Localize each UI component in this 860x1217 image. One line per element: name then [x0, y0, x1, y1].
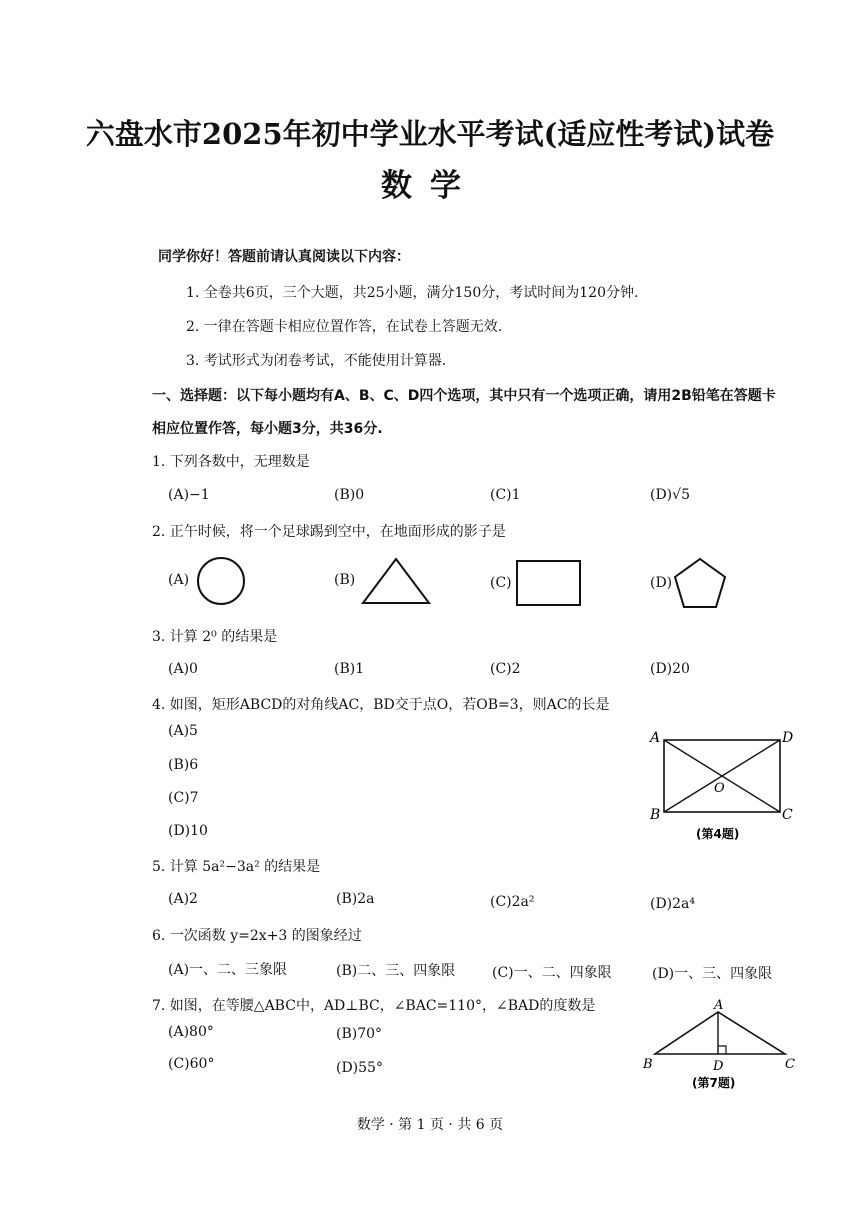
q2-option-c: (C): [490, 575, 512, 591]
greeting: 同学你好！答题前请认真阅读以下内容：: [158, 249, 410, 265]
q1-stem: 1. 下列各数中，无理数是: [152, 454, 310, 470]
q7-label-a: A: [714, 998, 724, 1013]
q4-label-c: C: [782, 807, 793, 823]
q4-option-a: (A)5: [168, 723, 198, 739]
q4-rectangle-figure: [644, 724, 804, 850]
q2-option-a: (A): [168, 572, 190, 588]
q2-option-b: (B): [334, 572, 356, 588]
q1-option-a: (A)−1: [168, 487, 210, 503]
q4-option-d: (D)10: [168, 823, 208, 839]
circle-shape: [196, 555, 246, 607]
q6-option-d: (D)一、三、四象限: [652, 966, 773, 982]
q6-stem: 6. 一次函数 y=2x+3 的图象经过: [152, 928, 362, 944]
q3-option-d: (D)20: [650, 661, 690, 677]
q2-stem: 2. 正午时候，将一个足球踢到空中，在地面形成的影子是: [152, 524, 506, 540]
q4-label-b: B: [650, 807, 661, 823]
page-footer: 数学 · 第 1 页 · 共 6 页: [356, 1117, 504, 1133]
q7-option-b: (B)70°: [336, 1026, 383, 1042]
triangle-shape: [360, 556, 432, 606]
exam-title: 六盘水市2025年初中学业水平考试(适应性考试)试卷: [85, 117, 775, 151]
q7-stem: 7. 如图，在等腰△ABC中，AD⊥BC，∠BAC=110°，∠BAD的度数是: [152, 998, 596, 1014]
q3-option-b: (B)1: [334, 661, 365, 677]
q6-option-c: (C)一、二、四象限: [492, 965, 612, 981]
q4-label-a: A: [650, 730, 661, 746]
subject-title: 数学: [381, 168, 479, 204]
q4-option-b: (B)6: [168, 757, 199, 773]
q4-option-c: (C)7: [168, 790, 199, 806]
q6-option-b: (B)二、三、四象限: [336, 963, 456, 979]
q7-option-d: (D)55°: [336, 1060, 383, 1076]
q1-option-b: (B)0: [334, 487, 365, 503]
instruction-1: 1. 全卷共6页，三个大题，共25小题，满分150分，考试时间为120分钟.: [186, 285, 639, 301]
q5-option-d: (D)2a⁴: [650, 896, 696, 912]
q4-caption: (第4题): [696, 827, 740, 841]
q4-label-d: D: [782, 730, 794, 746]
q3-stem: 3. 计算 2⁰ 的结果是: [152, 629, 278, 645]
q1-option-d: (D)√5: [650, 487, 690, 503]
instruction-3: 3. 考试形式为闭卷考试，不能使用计算器.: [186, 353, 447, 369]
q3-option-c: (C)2: [490, 661, 521, 677]
section-header-line1: 一、选择题：以下每小题均有A、B、C、D四个选项，其中只有一个选项正确，请用2B铅笔在答题卡: [152, 388, 776, 404]
q4-stem: 4. 如图，矩形ABCD的对角线AC，BD交于点O，若OB=3，则AC的长是: [152, 697, 610, 713]
rectangle-shape: [514, 558, 584, 608]
section-header-line2: 相应位置作答，每小题3分，共36分.: [152, 421, 383, 437]
pentagon-shape: [672, 556, 728, 612]
q7-option-c: (C)60°: [168, 1056, 215, 1072]
q5-stem: 5. 计算 5a²−3a² 的结果是: [152, 859, 321, 875]
q3-option-a: (A)0: [168, 661, 198, 677]
q5-option-a: (A)2: [168, 891, 198, 907]
instruction-2: 2. 一律在答题卡相应位置作答，在试卷上答题无效.: [186, 319, 503, 335]
q5-option-c: (C)2a²: [490, 894, 535, 910]
q4-label-o: O: [714, 781, 725, 796]
q7-caption: (第7题): [692, 1076, 736, 1090]
q6-option-a: (A)一、二、三象限: [168, 962, 288, 978]
q7-label-c: C: [785, 1057, 795, 1072]
q1-option-c: (C)1: [490, 487, 521, 503]
q7-option-a: (A)80°: [168, 1024, 214, 1040]
q7-label-d: D: [713, 1059, 724, 1074]
q5-option-b: (B)2a: [336, 891, 375, 907]
q2-option-d: (D): [650, 575, 673, 591]
q7-triangle-figure: [640, 996, 800, 1094]
q7-label-b: B: [643, 1057, 653, 1072]
